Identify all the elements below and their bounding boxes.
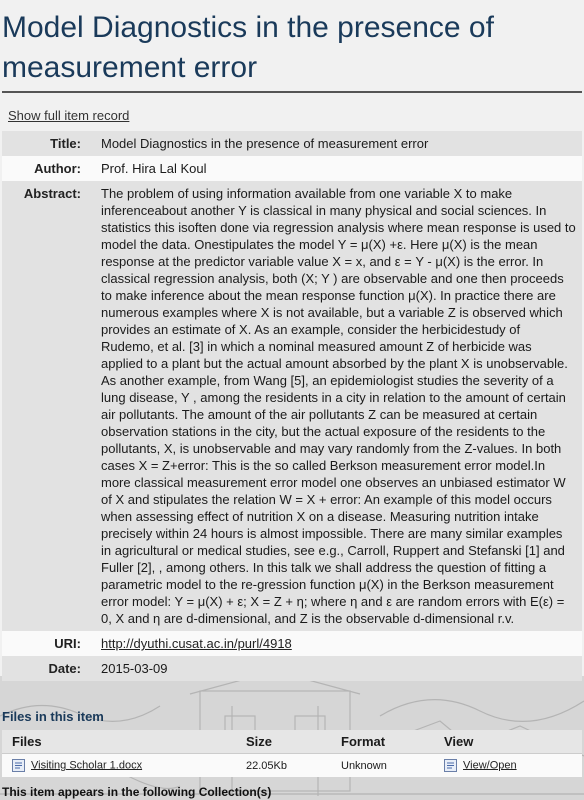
files-column-view: View [434, 730, 582, 754]
files-table [2, 730, 582, 777]
title-label: Title: [2, 131, 95, 156]
abstract-value: The problem of using information available from one variable X to make inferenceabout another Y is classical in many physical and social sciences. In statistics this isoften done via regression analysis where mean response is used to model the data. Onestipulates the model Y = μ(X) +ε. Here μ(X) is the mean response at the predictor variable value X = x, and ε = Y - μ(X) is the error. In classical regression analysis, both (X; Y ) are observable and one then proceeds to make inference about the mean response function μ(X). In practice there are numerous examples where X is not available, but a variable Z is observed which provides an estimate of X. As an example, consider the herbicidestudy of Rudemo, et al. [3] in which a nominal measured amount Z of herbicide was applied to a plant but the actual amount absorbed by the plant X is unobservable. As another example, from Wang [5], an epidemiologist studies the severity of a lung disease, Y , among the residents in a city in relation to the amount of certain air pollutants. The amount of the air pollutants Z can be measured at certain observation stations in the city, but the actual exposure of the residents to the pollutants, X, is unobservable and may vary randomly from the Z-values. In both cases X = Z+error: This is the so called Berkson measurement error model.In more classical measurement error model one observes an unbiased estimator W of X and stipulates the relation W = X + error: An example of this model occurs when assessing effect of nutrition X on a disease. Measuring nutrition intake precisely within 24 hours is almost impossible. There are many similar examples in agricultural or medical studies, see e.g., Carroll, Ruppert and Stefanski [1] and Fuller [2], , among others. In this talk we shall address the question of fitting a parametric model to the re-gression function μ(X) in the Berkson measurement error model: Y = μ(X) + ε; X = Z + η; where η and ε are random errors with E(ε) = 0, X and η are d-dimensional, and Z is the observable d-dimensional r.v. [95, 181, 582, 631]
view-document-icon[interactable] [444, 759, 457, 772]
file-name-link[interactable]: Visiting Scholar 1.docx [31, 759, 143, 772]
date-value: 2015-03-09 [95, 656, 582, 681]
page-title: Model Diagnostics in the presence of measurement error [2, 11, 494, 84]
author-value: Prof. Hira Lal Koul [95, 156, 582, 181]
metadata-row-uri [2, 631, 582, 656]
files-column-size: Size [236, 730, 331, 754]
author-label: Author: [2, 156, 95, 181]
metadata-row-abstract [2, 181, 582, 631]
files-column-format: Format [331, 730, 434, 754]
document-icon [12, 759, 25, 772]
abstract-label: Abstract: [2, 181, 95, 631]
uri-link[interactable]: http://dyuthi.cusat.ac.in/purl/4918 [101, 636, 292, 651]
file-size: 22.05Kb [236, 754, 331, 778]
show-full-record-link[interactable]: Show full item record [8, 108, 130, 123]
files-heading: Files in this item [2, 709, 104, 724]
files-header-row [2, 730, 582, 754]
view-open-link[interactable]: View/Open [463, 759, 517, 772]
date-label: Date: [2, 656, 95, 681]
file-row [2, 754, 582, 778]
metadata-row-title [2, 131, 582, 156]
uri-label: URI: [2, 631, 95, 656]
item-metadata-table [2, 131, 582, 681]
title-divider [2, 91, 582, 93]
metadata-row-author [2, 156, 582, 181]
metadata-row-date [2, 656, 582, 681]
file-format: Unknown [331, 754, 434, 778]
collections-heading: This item appears in the following Collection(s) [2, 785, 272, 799]
files-column-files: Files [2, 730, 236, 754]
title-value: Model Diagnostics in the presence of measurement error [95, 131, 582, 156]
